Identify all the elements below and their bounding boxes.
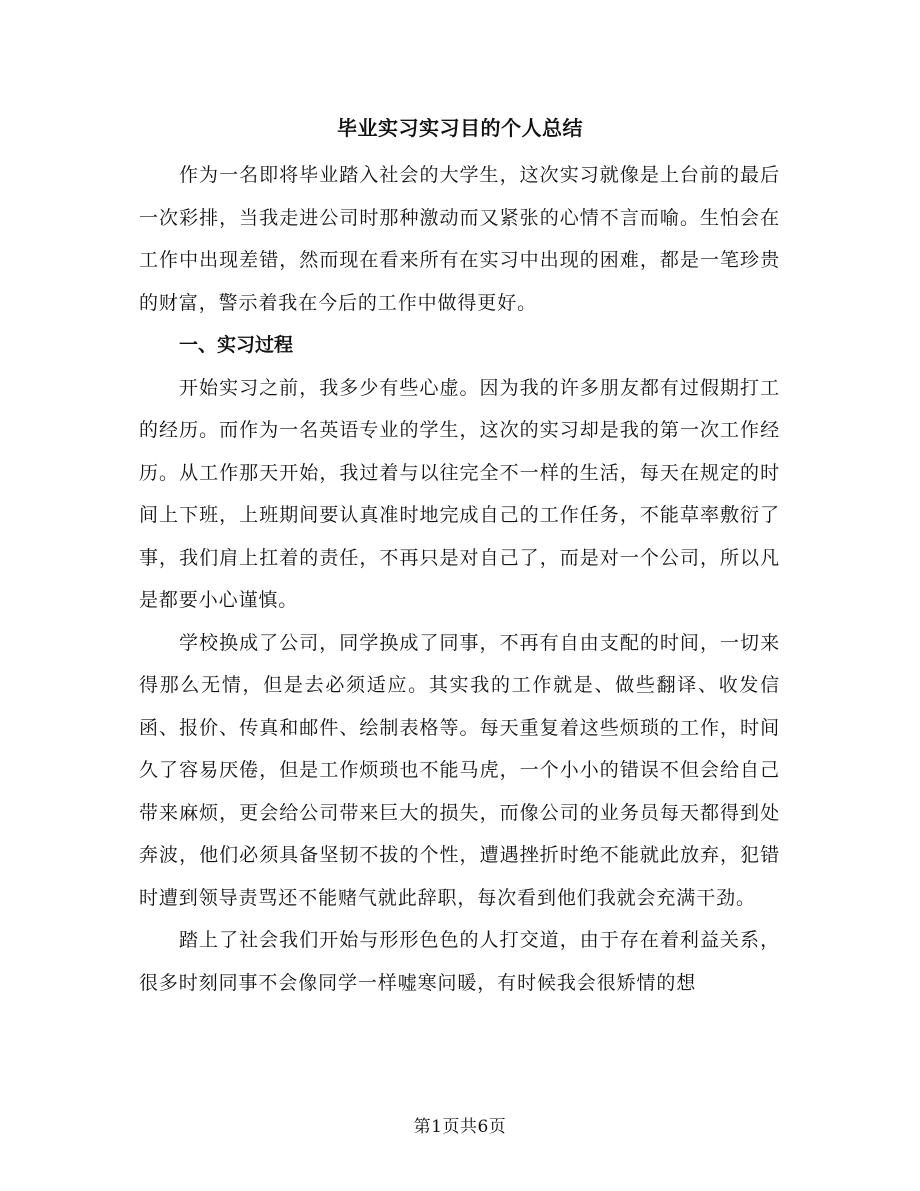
paragraph-before-internship: 开始实习之前，我多少有些心虚。因为我的许多朋友都有过假期打工的经历。而作为一名英语专业的学生，这次的实习却是我的第一次工作经历。从工作那天开始，我过着与以往完全不一样的生活，每天在规定的时间上下班，上班期间要认真准时地完成自己的工作任务，不能草率敷衍了事，我们肩上扛着的责任，不再只是对自己了，而是对一个公司，所以凡是都要小心谨慎。 (139, 376, 780, 611)
page-number-footer: 第1页共6页 (413, 1117, 507, 1137)
paragraph-school-to-company: 学校换成了公司，同学换成了同事，不再有自由支配的时间，一切来得那么无情，但是去必须适应。其实我的工作就是、做些翻译、收发信函、报价、传真和邮件、绘制表格等。每天重复着这些烦琐的工作，时间久了容易厌倦，但是工作烦琐也不能马虎，一个小小的错误不但会给自己带来麻烦，更会给公司带来巨大的损失，而像公司的业务员每天都得到处奔波，他们必须具备坚韧不拔的个性，遭遇挫折时绝不能就此放弃，犯错时遭到领导责骂还不能赌气就此辞职，每次看到他们我就会充满干劲。 (139, 631, 780, 909)
paragraph-entering-society: 踏上了社会我们开始与形形色色的人打交道，由于存在着利益关系，很多时刻同事不会像同学一样嘘寒问暖，有时候我会很矫情的想 (139, 929, 780, 994)
document-body (139, 154, 780, 1004)
document-title: 毕业实习实习目的个人总结 (337, 116, 583, 140)
section-heading-internship-process: 一、实习过程 (179, 334, 294, 356)
paragraph-intro: 作为一名即将毕业踏入社会的大学生，这次实习就像是上台前的最后一次彩排，当我走进公司时那种激动而又紧张的心情不言而喻。生怕会在工作中出现差错，然而现在看来所有在实习中出现的困难，都是一笔珍贵的财富，警示着我在今后的工作中做得更好。 (139, 164, 780, 314)
